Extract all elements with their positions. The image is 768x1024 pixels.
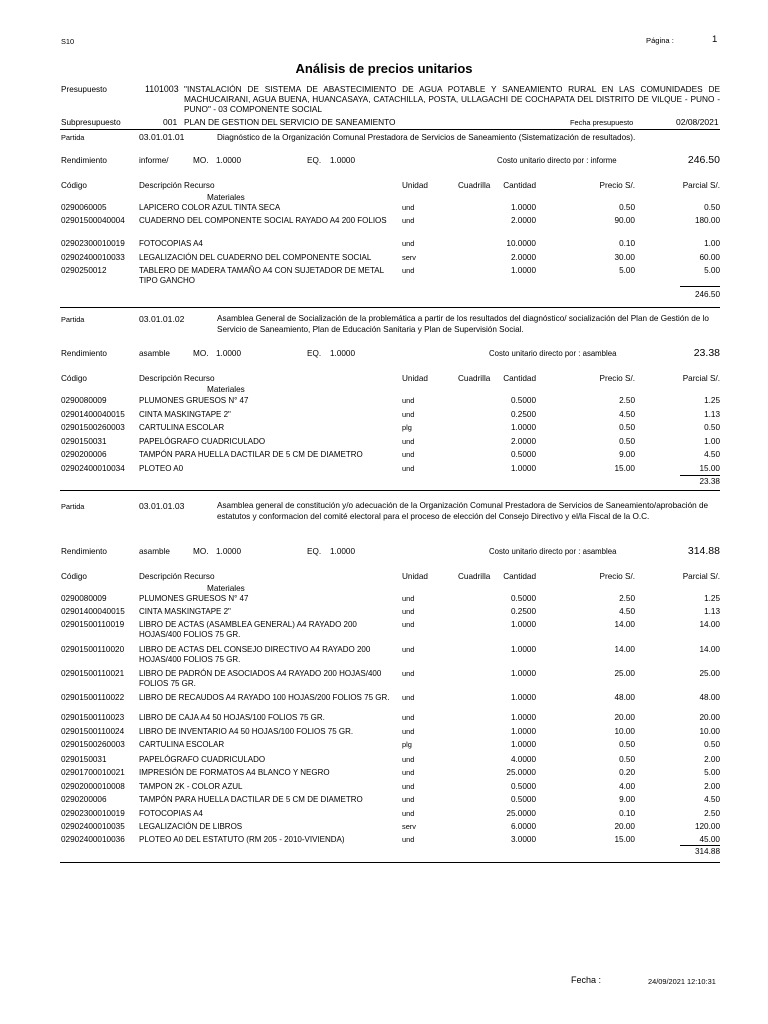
item-description: CARTULINA ESCOLAR [139,740,225,749]
table-row [0,795,768,805]
costo-unitario-value: 23.38 [693,347,720,359]
item-code: 0290080009 [61,594,107,603]
item-price: 0.50 [619,437,635,446]
item-code: 02902400010035 [61,822,125,831]
item-quantity: 1.0000 [510,727,536,736]
item-code: 0290200006 [61,795,107,804]
partida-code: 03.01.01.03 [139,501,185,511]
item-price: 20.00 [614,713,635,722]
rendimiento-unit: asamble [139,349,170,358]
item-partial: 20.00 [699,713,720,722]
item-price: 0.50 [619,755,635,764]
group-label-materiales: Materiales [207,385,245,394]
table-row [0,607,768,617]
item-quantity: 6.0000 [510,822,536,831]
item-quantity: 25.0000 [506,809,536,818]
item-price: 5.00 [619,266,635,275]
item-unit: und [402,620,415,629]
item-partial: 2.50 [704,809,720,818]
presupuesto-description: "INSTALACIÓN DE SISTEMA DE ABASTECIMIENTO DE AGUA POTABLE Y SANEAMIENTO RURAL EN LAS COMUNIDADES DE MACHUCAIRANI, AGUA BUENA, HUANCASAYA, CATACHILLA, POSTA, ULLAGACHI DE COCHAPATA DEL DISTRITO DE VILQUE - PUNO - PUNO" - 03 COMPONENTE SOCIAL [184,84,720,114]
item-code: 02901500260003 [61,740,125,749]
item-code: 02901500260003 [61,423,125,432]
item-code: 02902400010036 [61,835,125,844]
item-partial: 14.00 [699,620,720,629]
item-quantity: 3.0000 [510,835,536,844]
item-price: 20.00 [614,822,635,831]
item-description: TAMPÓN PARA HUELLA DACTILAR DE 5 CM DE DIAMETRO [139,450,363,459]
item-price: 14.00 [614,620,635,629]
column-precio: Precio S/. [599,572,635,581]
item-price: 9.00 [619,795,635,804]
item-quantity: 10.0000 [506,239,536,248]
item-description: TABLERO DE MADERA TAMAÑO A4 CON SUJETADOR DE METAL TIPO GANCHO [139,266,384,285]
column-descripcion: Descripción Recurso [139,181,215,190]
item-price: 0.50 [619,203,635,212]
table-row [0,782,768,792]
costo-unitario-value: 246.50 [687,154,720,166]
item-description: CUADERNO DEL COMPONENTE SOCIAL RAYADO A4 200 FOLIOS [139,216,387,225]
item-description: LIBRO DE CAJA A4 50 HOJAS/100 FOLIOS 75 GR. [139,713,325,722]
item-code: 02901400040015 [61,607,125,616]
item-unit: und [402,266,415,275]
item-partial: 5.00 [704,266,720,275]
item-description: LIBRO DE RECAUDOS A4 RAYADO 100 HOJAS/200 FOLIOS 75 GR. [139,693,390,702]
item-partial: 45.00 [699,835,720,844]
item-code: 0290080009 [61,396,107,405]
fecha-presupuesto-value: 02/08/2021 [676,117,719,127]
item-description: IMPRESIÓN DE FORMATOS A4 BLANCO Y NEGRO [139,768,330,777]
table-row [0,727,768,737]
costo-unitario-label: Costo unitario directo por : asamblea [489,547,617,556]
item-price: 25.00 [614,669,635,678]
item-quantity: 0.2500 [510,410,536,419]
item-partial: 2.00 [704,755,720,764]
item-code: 02901500110021 [61,669,125,678]
table-row [0,645,768,664]
mo-value: 1.0000 [216,547,242,556]
item-quantity: 4.0000 [510,755,536,764]
item-quantity: 1.0000 [510,203,536,212]
item-code: 02901500110020 [61,645,125,654]
item-code: 02901500110022 [61,693,125,702]
partida-code: 03.01.01.02 [139,314,185,324]
item-partial: 4.50 [704,450,720,459]
item-price: 30.00 [614,253,635,262]
item-code: 02901400040015 [61,410,125,419]
partida-total: 246.50 [694,290,720,299]
item-description: LEGALIZACIÓN DEL CUADERNO DEL COMPONENTE SOCIAL [139,253,372,262]
subpresupuesto-code: 001 [163,117,178,127]
eq-label: EQ. [307,349,322,358]
item-price: 0.20 [619,768,635,777]
table-row [0,755,768,765]
eq-label: EQ. [307,156,322,165]
partida-total: 314.88 [694,847,720,856]
item-price: 2.50 [619,396,635,405]
item-partial: 1.13 [704,607,720,616]
table-row [0,740,768,750]
column-parcial: Parcial S/. [682,374,720,383]
item-description: LIBRO DE PADRÓN DE ASOCIADOS A4 RAYADO 200 HOJAS/400 FOLIOS 75 GR. [139,669,382,688]
item-description: LIBRO DE ACTAS (ASAMBLEA GENERAL) A4 RAYADO 200 HOJAS/400 FOLIOS 75 GR. [139,620,357,639]
column-codigo: Código [61,181,87,190]
item-partial: 14.00 [699,645,720,654]
column-cuadrilla: Cuadrilla [458,181,491,190]
mo-label: MO. [193,156,209,165]
table-row [0,835,768,845]
item-price: 0.10 [619,239,635,248]
item-code: 02901700010021 [61,768,125,777]
item-quantity: 1.0000 [510,423,536,432]
page-number: 1 [712,34,718,45]
item-price: 4.00 [619,782,635,791]
item-partial: 1.25 [704,594,720,603]
item-code: 02901500110024 [61,727,125,736]
item-unit: und [402,755,415,764]
item-price: 2.50 [619,594,635,603]
column-unidad: Unidad [402,572,428,581]
item-quantity: 1.0000 [510,713,536,722]
mo-label: MO. [193,349,209,358]
item-code: 02902400010033 [61,253,125,262]
footer-fecha-label: Fecha : [571,975,602,985]
column-cantidad: Cantidad [503,181,536,190]
subpresupuesto-description: PLAN DE GESTION DEL SERVICIO DE SANEAMIENTO [184,117,396,127]
item-partial: 15.00 [699,464,720,473]
item-price: 0.50 [619,423,635,432]
table-row [0,203,768,213]
item-code: 02901500110019 [61,620,125,629]
item-description: FOTOCOPIAS A4 [139,239,203,248]
item-quantity: 1.0000 [510,740,536,749]
item-code: 0290060005 [61,203,107,212]
mo-value: 1.0000 [216,156,242,165]
mo-label: MO. [193,547,209,556]
item-unit: und [402,782,415,791]
table-row [0,594,768,604]
item-quantity: 1.0000 [510,693,536,702]
item-code: 02902300010019 [61,809,125,818]
item-quantity: 0.5000 [510,396,536,405]
item-description: LAPICERO COLOR AZUL TINTA SECA [139,203,281,212]
rendimiento-label: Rendimiento [61,156,107,165]
section-divider [60,862,720,863]
item-quantity: 1.0000 [510,669,536,678]
item-quantity: 0.2500 [510,607,536,616]
group-label-materiales: Materiales [207,193,245,202]
table-row [0,713,768,723]
table-row [0,669,768,688]
item-code: 0290250012 [61,266,107,275]
item-unit: und [402,809,415,818]
total-underline [680,475,720,476]
item-unit: plg [402,740,412,749]
item-unit: und [402,410,415,419]
item-price: 14.00 [614,645,635,654]
item-partial: 0.50 [704,203,720,212]
item-unit: serv [402,253,416,262]
item-code: 02901500040004 [61,216,125,225]
costo-unitario-label: Costo unitario directo por : informe [497,156,617,165]
column-headers [0,572,768,582]
item-quantity: 0.5000 [510,594,536,603]
fecha-presupuesto-label: Fecha presupuesto [570,118,634,127]
column-descripcion: Descripción Recurso [139,374,215,383]
item-price: 90.00 [614,216,635,225]
table-row [0,216,768,226]
item-unit: und [402,727,415,736]
partida-code: 03.01.01.01 [139,132,185,142]
item-quantity: 0.5000 [510,450,536,459]
item-partial: 10.00 [699,727,720,736]
presupuesto-label: Presupuesto [61,85,107,94]
column-unidad: Unidad [402,181,428,190]
item-unit: und [402,437,415,446]
item-unit: plg [402,423,412,432]
item-quantity: 1.0000 [510,266,536,275]
item-unit: und [402,669,415,678]
item-unit: und [402,607,415,616]
table-row [0,410,768,420]
page-title: Análisis de precios unitarios [295,61,473,76]
partida-description: Asamblea general de constitución y/o adecuación de la Organización Comunal Prestadora de Servicios de Saneamiento/aprobación de estatutos y conformacion del comité electoral para el proceso de elección del Consejo Directivo y el/la Fiscal de la O.C. [217,501,709,521]
item-partial: 1.00 [704,239,720,248]
item-partial: 25.00 [699,669,720,678]
item-unit: und [402,835,415,844]
header-divider [60,129,720,130]
item-partial: 1.00 [704,437,720,446]
column-codigo: Código [61,572,87,581]
table-row [0,620,768,639]
partida-description: Asamblea General de Socialización de la problemática a partir de los resultados del diagnóstico/ socialización del Plan de Gestión de lo Servicio de Saneamiento, Plan de Educación Sanitaria y Plan de Supervisión Social. [217,314,709,334]
item-unit: und [402,645,415,654]
item-unit: und [402,239,415,248]
mo-value: 1.0000 [216,349,242,358]
item-description: CINTA MASKINGTAPE 2" [139,607,231,616]
eq-value: 1.0000 [330,547,356,556]
item-description: LIBRO DE ACTAS DEL CONSEJO DIRECTIVO A4 RAYADO 200 HOJAS/400 FOLIOS 75 GR. [139,645,371,664]
item-unit: und [402,396,415,405]
item-quantity: 0.5000 [510,782,536,791]
item-unit: serv [402,822,416,831]
item-code: 0290200006 [61,450,107,459]
item-code: 0290150031 [61,755,107,764]
item-code: 02902000010008 [61,782,125,791]
column-codigo: Código [61,374,87,383]
eq-value: 1.0000 [330,349,356,358]
table-row [0,768,768,778]
item-unit: und [402,203,415,212]
item-partial: 4.50 [704,795,720,804]
table-row [0,450,768,460]
item-price: 48.00 [614,693,635,702]
column-headers [0,374,768,384]
column-cantidad: Cantidad [503,374,536,383]
partida-total: 23.38 [699,477,720,486]
table-row [0,253,768,263]
item-description: PAPELÓGRAFO CUADRICULADO [139,755,266,764]
rendimiento-unit: asamble [139,547,170,556]
item-price: 4.50 [619,607,635,616]
item-partial: 60.00 [699,253,720,262]
item-description: LIBRO DE INVENTARIO A4 50 HOJAS/100 FOLIOS 75 GR. [139,727,354,736]
page-label: Página : [646,36,674,45]
item-partial: 1.13 [704,410,720,419]
item-description: PLOTEO A0 [139,464,184,473]
column-cuadrilla: Cuadrilla [458,374,491,383]
item-price: 0.50 [619,740,635,749]
column-parcial: Parcial S/. [682,572,720,581]
item-partial: 0.50 [704,740,720,749]
item-description: PLUMONES GRUESOS N° 47 [139,594,249,603]
item-quantity: 2.0000 [510,253,536,262]
column-cantidad: Cantidad [503,572,536,581]
partida-label: Partida [61,133,85,142]
item-description: FOTOCOPIAS A4 [139,809,203,818]
item-description: TAMPÓN PARA HUELLA DACTILAR DE 5 CM DE DIAMETRO [139,795,363,804]
table-row [0,396,768,406]
column-unidad: Unidad [402,374,428,383]
table-row [0,266,768,285]
footer-fecha-value: 24/09/2021 12:10:31 [648,977,716,986]
subpresupuesto-label: Subpresupuesto [61,118,121,127]
item-description: CARTULINA ESCOLAR [139,423,225,432]
item-unit: und [402,768,415,777]
section-divider [60,490,720,491]
column-precio: Precio S/. [599,181,635,190]
table-row [0,822,768,832]
item-price: 4.50 [619,410,635,419]
costo-unitario-value: 314.88 [687,545,720,557]
table-row [0,464,768,474]
partida-label: Partida [61,315,85,324]
item-quantity: 1.0000 [510,620,536,629]
item-unit: und [402,450,415,459]
item-price: 9.00 [619,450,635,459]
item-unit: und [402,713,415,722]
item-code: 0290150031 [61,437,107,446]
item-description: PLUMONES GRUESOS N° 47 [139,396,249,405]
table-row [0,239,768,249]
item-partial: 2.00 [704,782,720,791]
item-quantity: 25.0000 [506,768,536,777]
column-precio: Precio S/. [599,374,635,383]
item-partial: 120.00 [694,822,720,831]
partida-description: Diagnóstico de la Organización Comunal Prestadora de Servicios de Saneamiento (Sistematización de resultados). [217,133,636,142]
item-partial: 5.00 [704,768,720,777]
item-price: 15.00 [614,835,635,844]
presupuesto-code: 1101003 [145,84,179,94]
column-headers [0,181,768,191]
item-price: 0.10 [619,809,635,818]
item-description: PAPELÓGRAFO CUADRICULADO [139,437,266,446]
item-unit: und [402,693,415,702]
column-parcial: Parcial S/. [682,181,720,190]
item-price: 15.00 [614,464,635,473]
table-row [0,809,768,819]
item-quantity: 2.0000 [510,437,536,446]
item-unit: und [402,795,415,804]
item-unit: und [402,594,415,603]
eq-value: 1.0000 [330,156,356,165]
eq-label: EQ. [307,547,322,556]
item-unit: und [402,216,415,225]
item-quantity: 2.0000 [510,216,536,225]
rendimiento-label: Rendimiento [61,349,107,358]
table-row [0,437,768,447]
item-unit: und [402,464,415,473]
rendimiento-unit: informe/ [139,156,169,165]
item-partial: 0.50 [704,423,720,432]
rendimiento-label: Rendimiento [61,547,107,556]
item-price: 10.00 [614,727,635,736]
column-cuadrilla: Cuadrilla [458,572,491,581]
item-code: 02902400010034 [61,464,125,473]
table-row [0,423,768,433]
item-partial: 180.00 [694,216,720,225]
item-description: PLOTEO A0 DEL ESTATUTO (RM 205 - 2010-VIVIENDA) [139,835,345,844]
section-divider [60,307,720,308]
total-underline [680,845,720,846]
total-underline [680,286,720,287]
item-quantity: 1.0000 [510,464,536,473]
item-code: 02901500110023 [61,713,125,722]
item-description: TAMPON 2K - COLOR AZUL [139,782,243,791]
item-description: CINTA MASKINGTAPE 2" [139,410,231,419]
item-description: LEGALIZACIÓN DE LIBROS [139,822,243,831]
partida-label: Partida [61,502,85,511]
item-quantity: 1.0000 [510,645,536,654]
item-partial: 48.00 [699,693,720,702]
report-code: S10 [61,37,75,46]
item-quantity: 0.5000 [510,795,536,804]
column-descripcion: Descripción Recurso [139,572,215,581]
group-label-materiales: Materiales [207,584,245,593]
table-row [0,693,768,703]
item-code: 02902300010019 [61,239,125,248]
item-partial: 1.25 [704,396,720,405]
costo-unitario-label: Costo unitario directo por : asamblea [489,349,617,358]
